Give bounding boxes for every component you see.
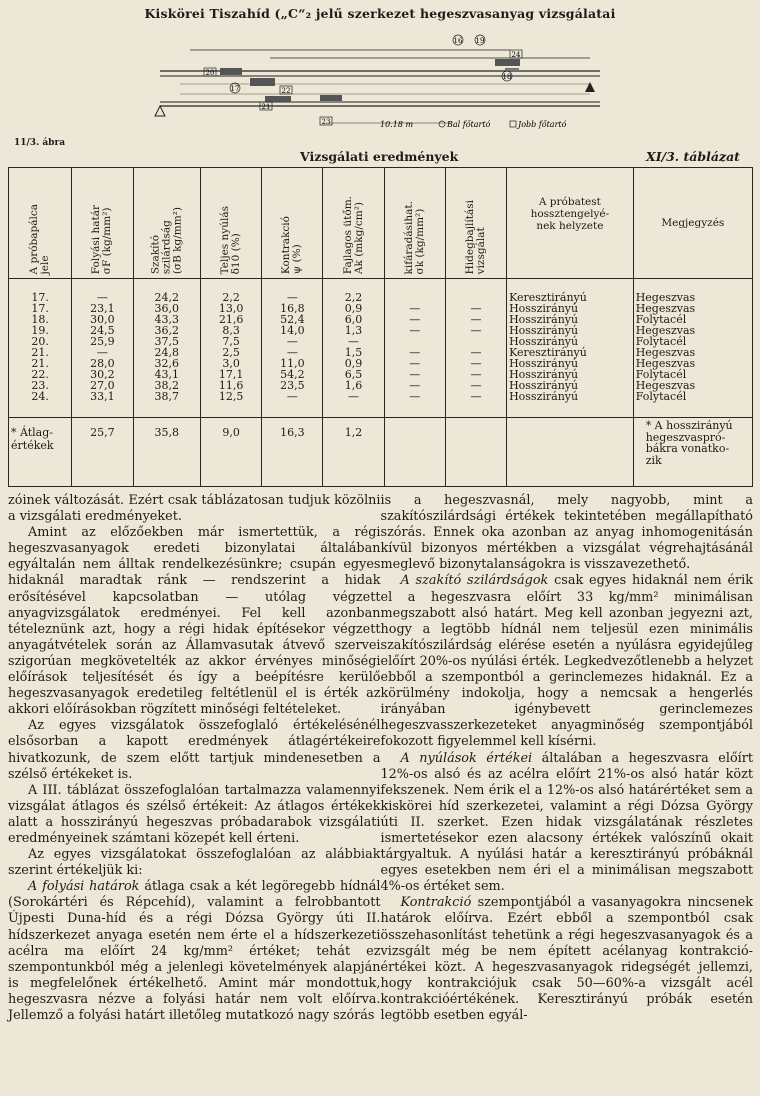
cell-note: Hegeszvas [633,326,752,337]
cell-id: 19. [9,326,72,337]
paragraph: Az egyes vizsgálatokat összefoglalóan az alábbiak szerint értékeljük ki: [8,847,381,879]
cell-ak: 0,9 [323,359,384,370]
cell-fu: 24,8 [133,348,201,359]
callout-label: 22 [281,87,291,95]
cell-el: 3,0 [201,359,262,370]
cell-id: 22. [9,370,72,381]
cell-pos: Hosszirányú [507,359,634,370]
cell-pos: Hosszirányú [507,392,634,403]
cell-note: Folytacél [633,337,752,348]
cell-note: Folytacél [633,315,752,326]
hatched-plate [220,68,242,75]
cell-el: 13,0 [201,304,262,315]
cell-sk: — [384,381,445,392]
column-header: Kontrakció ψ (%) [262,168,323,279]
cell-fy: 33,1 [72,392,133,403]
callout-label: 24 [511,51,521,59]
average-yield: 25,7 [72,418,133,487]
cell-fy: — [72,348,133,359]
cell-ak: 1,5 [323,348,384,359]
column-header: Fajlagos ütőm. Ak (mkg/cm²) [323,168,384,279]
section-heading: A nyúlások értékei [400,750,533,766]
cell-sk: — [384,348,445,359]
section-text: csak egyes hidaknál nem érik el a hegeszvasra előírt 33 kg/mm² minimálisan megszabott alsó határt. Meg kell azonban jegyezni azt, hogy a legtöbb hídnál nem teljesül ezen minimális szakítószilárdság elérése esetén a nyúlásra egyidejűleg előírt 20%-os nyúlási érték. Legkedvezőtlenebb a helyzet ebből a szempontból a gerinclemezes hidaknál. Ez a körülmény indokolja, hogy a nemcsak a hengerlés irányában igénybevett gerinclemezes hegeszvasszerkezeteket anyagminőség szempontjából fokozott figyelemmel kell kísérni. [380,573,753,750]
page-title: Kiskörei Tiszahíd („C“₂ jelű szerkezet hegeszvasanyag vizsgálatai [144,6,616,21]
paragraph: Az egyes vizsgálatok összefoglaló értékelésénél elsősorban a kapott eredmények átlagértékeire hivatkozunk, de szem előtt tartjuk mindenesetben a szélső értékeket is. [8,718,381,782]
cell-el: 2,5 [201,348,262,359]
callout-label: 23 [321,118,331,126]
cell-pos: Hosszirányú [507,370,634,381]
cell-el: 2,2 [201,293,262,304]
cell-fy: — [72,293,133,304]
cell-fy: 28,0 [72,359,133,370]
average-contraction: 16,3 [262,418,323,487]
cell-pos: Hosszirányú [507,381,634,392]
callout-label: 16 [453,37,463,45]
cell-sk: — [384,392,445,403]
cell-ak: 6,5 [323,370,384,381]
column-header: Szakító szilárdság (σB kg/mm²) [133,168,201,279]
column-header: Teljes nyúlás δ10 (%) [201,168,262,279]
average-note: * A hosszirányú hegeszvaspró- bákra vonatko- zik [633,418,752,487]
cell-bend: — [445,348,506,359]
cell-ct: 54,2 [262,370,323,381]
column-header: Folyási határ σF (kg/mm²) [72,168,133,279]
column-header: A próbapálca jele [9,168,72,279]
cell-fu: 43,3 [133,315,201,326]
average-row [9,418,753,487]
legend-right: Jobb főtartó [518,120,567,129]
cell-sk: — [384,359,445,370]
cell-fy: 27,0 [72,381,133,392]
support-right [585,82,595,92]
paragraph: is a hegeszvasnál, mely nagyobb, mint a szakítószilárdsági értékek tekintetében megállapítható szórás. Ennek oka azonban az anyag inhomogenitásán kívül bizonyos mértékben a vizsgálat végrehajtásánál meglevő bizonytalanságokra is visszavezethető. [380,493,753,573]
cell-el: 17,1 [201,370,262,381]
cell-note: Folytacél [633,392,752,403]
cell-ct: — [262,392,323,403]
section-text: általában a hegeszvasra előírt 12%-os alsó és az acélra előírt 21%-os alsó határ közt fekszenek. Nem érik el a 12%-os alsó határértéket sem a kiskörei híd szerkezetei, valamint a régi Dózsa György úti II. szerket. Ezen hidak vizsgálatának részletes ismertetésekor ezen alacsony értékek valószínű okait tárgyaltuk. A nyúlási határ a keresztirányú próbáknál egyes esetekben nem éri el a minimálisan megszabott 4%-os értéket sem. [380,750,753,895]
cell-ak: 1,6 [323,381,384,392]
paragraph: Amint az előzőekben már ismertettük, a régi hegeszvasanyagok eredeti bizonylatai általában egyáltalán nem álltak rendelkezésünkre; csupán egyes hidaknál maradtak ránk — rendszerint a hidak erősítésével kapcsolatban — utólag végzett anyagvizsgálatok eredményei. Fel kell azonban tételeznünk azt, hogy a régi hidak építésekor végzett anyagátvételek során az Államvasutak átvevő szervei szigorúan megkövetelték az akkor érvényes minőségi előírások teljesítését és így a beépítésre kerülő hegeszvasanyagok eredetileg feltétlenül el is érték az akkori előírásokban rögzített minőségi feltételeket. [8,525,381,718]
cell-ak: — [323,337,384,348]
cell-ct: — [262,337,323,348]
column-header: Hidegbajlítási vizsgálat [445,168,506,279]
cell-id: 21. [9,359,72,370]
section-text: szempontjából a vasanyagokra nincsenek határok előírva. Ezért ebből a szempontból csak összehasonlítást tehetünk a régi hegeszvasanyagok és a vizsgált még be nem épített acélanyag kontrakció-értékei közt. A hegeszvasanyagok ridegségét jellemzi, hogy kontrakciójuk csak 50—60%-a vizsgált acél kontrakcióértékének. Keresztirányú próbák esetén legtöbb esetben egyál- [380,895,753,1023]
paragraph: A III. táblázat összefoglalóan tartalmazza valamennyi vizsgálat átlagos és szélső értékeit: Az átlagos értékek alatt a hosszirányú hegeszvas próbadarabok vizsgálati eredményeinek számtani közepét kell érteni. [8,782,381,846]
cell-ct: 52,4 [262,315,323,326]
average-impact: 1,2 [323,418,384,487]
cell-note: Hegeszvas [633,359,752,370]
cell-ak: 1,3 [323,326,384,337]
cell-sk: — [384,315,445,326]
legend-left: Bal főtartó [447,120,491,129]
cell-fu: 36,2 [133,326,201,337]
cell-ct: — [262,348,323,359]
cell-bend: — [445,304,506,315]
cell-fu: 38,7 [133,392,201,403]
cell-el: 12,5 [201,392,262,403]
section-paragraph [381,573,754,750]
hatched-plate [250,78,275,86]
cell-fy: 30,2 [72,370,133,381]
callout-label: 19 [475,37,485,45]
cell-el: 11,6 [201,381,262,392]
cell-fy: 30,0 [72,315,133,326]
cell-sk: — [384,326,445,337]
cell-note: Hegeszvas [633,381,752,392]
cell-note: Hegeszvas [633,293,752,304]
cell-id: 18. [9,315,72,326]
cell-id: 23. [9,381,72,392]
results-table [8,167,753,487]
column-header: A próbatest hossztengelyé- nek helyzete [507,168,634,279]
section-paragraph [381,895,754,1024]
cell-ct: 16,8 [262,304,323,315]
average-label: * Átlag- értékek [9,418,72,487]
cell-ct: 11,0 [262,359,323,370]
table-header-row [9,168,753,279]
cell-sk: — [384,370,445,381]
support-left [155,106,165,116]
cell-fy: 25,9 [72,337,133,348]
cell-id: 24. [9,392,72,403]
table-title: Vizsgálati eredmények [300,149,459,164]
cell-ak: 2,2 [323,293,384,304]
table-row [9,392,753,403]
cell-note: Hegeszvas [633,304,752,315]
section-paragraph [381,751,754,896]
cell-ak: — [323,392,384,403]
cell-pos: Hosszirányú [507,315,634,326]
cell-ct: 23,5 [262,381,323,392]
cell-fu: 36,0 [133,304,201,315]
cell-id: 21. [9,348,72,359]
cell-pos: Hosszirányú [507,304,634,315]
cell-ak: 6,0 [323,315,384,326]
cell-fu: 43,1 [133,370,201,381]
cell-fu: 24,2 [133,293,201,304]
hatched-plate [320,95,342,101]
cell-el: 7,5 [201,337,262,348]
body-text [8,493,753,1024]
left-column [8,493,381,1024]
cell-bend: — [445,381,506,392]
cell-fu: 38,2 [133,381,201,392]
cell-el: 8,3 [201,326,262,337]
cell-ct: — [262,293,323,304]
cell-pos: Keresztirányú [507,293,634,304]
callout-label: 18 [502,73,512,81]
section-heading: Kontrakció [400,895,472,911]
cell-bend: — [445,392,506,403]
cell-bend: — [445,326,506,337]
span-label: 10.18 m [380,120,414,129]
section-heading: A folyási határok [28,879,140,895]
cell-pos: Hosszirányú [507,326,634,337]
column-header: kifáradásihat. σk (kg/mm²) [384,168,445,279]
paragraph: zóinek változását. Ezért csak táblázatosan tudjuk közölni a vizsgálati eredményeket. [8,493,381,525]
callout-label: 20 [205,69,215,77]
cell-sk: — [384,304,445,315]
cell-bend: — [445,359,506,370]
cell-note: Hegeszvas [633,348,752,359]
callout-label: 17 [230,85,240,93]
average-tensile: 35,8 [133,418,201,487]
cell-pos: Keresztirányú [507,348,634,359]
hatched-plate [505,68,519,71]
cell-fu: 32,6 [133,359,201,370]
table-id: XI/3. táblázat [646,149,740,164]
cell-bend: — [445,315,506,326]
cell-ct: 14,0 [262,326,323,337]
average-elongation: 9,0 [201,418,262,487]
cell-bend: — [445,370,506,381]
cell-id: 17. [9,304,72,315]
cell-fy: 24,5 [72,326,133,337]
cell-id: 17. [9,293,72,304]
callout-label: 21 [261,103,271,111]
cell-note: Folytacél [633,370,752,381]
cell-fy: 23,1 [72,304,133,315]
figure-label: 11/3. ábra [14,138,66,148]
section-paragraph [8,879,381,1024]
hatched-plate [265,96,291,102]
right-column [381,493,754,1024]
bridge-diagram [150,26,620,136]
cell-ak: 0,9 [323,304,384,315]
section-text: átlaga csak a két legöregebb hídnál (Sorokártéri és Répcehíd), valamint a felrobbantott Újpesti Duna-híd és a régi Dózsa György úti II. hídszerkezet anyaga esetén nem érte el a hídszerkezeti acélra ma előírt 24 kg/mm² értéket; tehát ez szempontunkból még a jelenlegi követelmények alapján is megfelelőnek értékelhető. Amint már mondottuk, hegeszvasra nézve a folyási határ nem volt előírva. Jellemző a folyási határt illetőleg mutatkozó nagy szórás [8,879,381,1023]
cell-pos: Hosszirányú [507,337,634,348]
section-heading: A szakító szilárdságok [400,573,549,589]
cell-fu: 37,5 [133,337,201,348]
column-header: Megjegyzés [633,168,752,279]
cell-el: 21,6 [201,315,262,326]
hatched-plate [495,59,520,66]
cell-id: 20. [9,337,72,348]
